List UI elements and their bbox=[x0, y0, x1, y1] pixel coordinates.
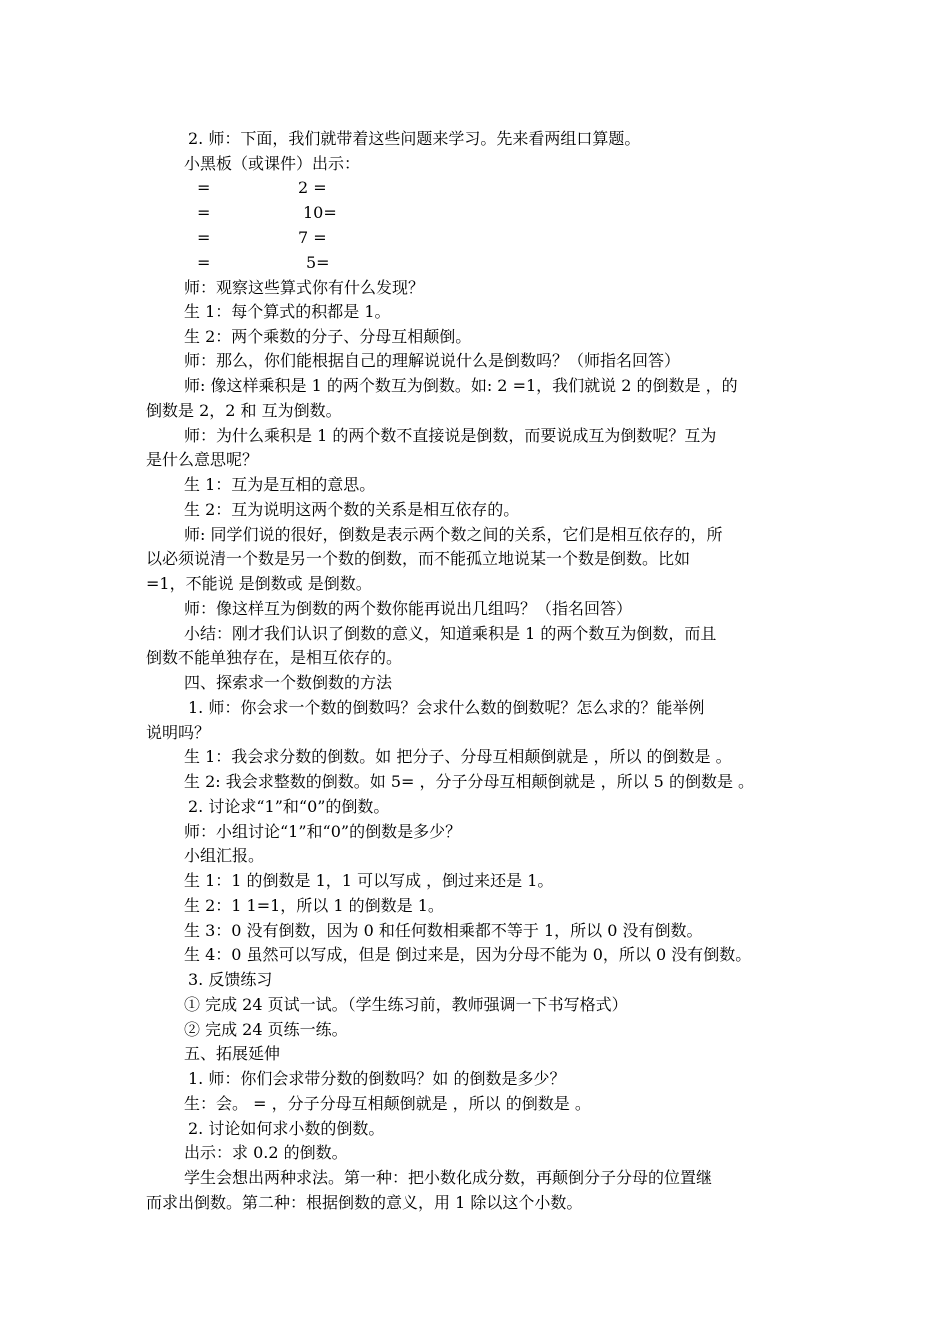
text-line: 而求出倒数。第二种：根据倒数的意义，用 1 除以这个小数。 bbox=[146, 1193, 583, 1212]
text-line: 师: 像这样乘积是 1 的两个数互为倒数。如: 2 =1，我们就说 2 的倒数是 ，的 bbox=[184, 376, 738, 395]
text-line: 师：观察这些算式你有什么发现？ bbox=[184, 278, 425, 297]
text-line: 2. 师：下面，我们就带着这些问题来学习。先来看两组口算题。 bbox=[188, 129, 641, 148]
text-line: 2. 讨论如何求小数的倒数。 bbox=[188, 1119, 385, 1138]
text-line: 师：为什么乘积是 1 的两个数不直接说是倒数，而要说成互为倒数呢？互为 bbox=[184, 426, 717, 445]
text-line: 小结：刚才我们认识了倒数的意义，知道乘积是 1 的两个数互为倒数，而且 bbox=[184, 624, 717, 643]
text-line: 说明吗？ bbox=[146, 723, 211, 742]
equation-right: 7 = bbox=[298, 228, 327, 247]
text-line: 出示：求 0.2 的倒数。 bbox=[184, 1143, 348, 1162]
equation-right: 10= bbox=[303, 203, 337, 222]
text-line: =1，不能说 是倒数或 是倒数。 bbox=[146, 574, 372, 593]
text-line: 生 2：互为说明这两个数的关系是相互依存的。 bbox=[184, 500, 520, 519]
section-heading: 四、探索求一个数倒数的方法 bbox=[184, 673, 393, 692]
text-line: 师：那么，你们能根据自己的理解说说什么是倒数吗？（师指名回答） bbox=[184, 351, 681, 370]
text-line: 倒数不能单独存在，是相互依存的。 bbox=[146, 648, 403, 667]
text-line: ① 完成 24 页试一试。（学生练习前，教师强调一下书写格式） bbox=[184, 995, 628, 1014]
text-line: 小组汇报。 bbox=[184, 846, 265, 865]
equation-right: 2 = bbox=[298, 178, 327, 197]
text-line: 生 3：0 没有倒数，因为 0 和任何数相乘都不等于 1，所以 0 没有倒数。 bbox=[184, 921, 703, 940]
text-line: 小黑板（或课件）出示： bbox=[184, 154, 361, 173]
text-line: ② 完成 24 页练一练。 bbox=[184, 1020, 348, 1039]
text-line: 生 1：1 的倒数是 1，1 可以写成 ，倒过来还是 1。 bbox=[184, 871, 554, 890]
text-line: 生：会。 = ，分子分母互相颠倒就是 ，所以 的倒数是 。 bbox=[184, 1094, 591, 1113]
text-line: 1. 师：你会求一个数的倒数吗？会求什么数的倒数呢？怎么求的？能举例 bbox=[188, 698, 705, 717]
text-line: 师：小组讨论“1”和“0”的倒数是多少？ bbox=[184, 822, 462, 841]
equation-left: = bbox=[197, 203, 211, 222]
text-line: 生 2：1 1=1，所以 1 的倒数是 1。 bbox=[184, 896, 444, 915]
text-line: 师: 同学们说的很好，倒数是表示两个数之间的关系，它们是相互依存的，所 bbox=[184, 525, 723, 544]
equation-right: 5= bbox=[306, 253, 330, 272]
text-line: 以必须说清一个数是另一个数的倒数，而不能孤立地说某一个数是倒数。比如 bbox=[146, 549, 691, 568]
text-line: 生 1：每个算式的积都是 1。 bbox=[184, 302, 391, 321]
equation-left: = bbox=[197, 253, 211, 272]
text-line: 倒数是 2，2 和 互为倒数。 bbox=[146, 401, 342, 420]
text-line: 生 1：互为是互相的意思。 bbox=[184, 475, 376, 494]
text-line: 学生会想出两种求法。第一种：把小数化成分数，再颠倒分子分母的位置继 bbox=[184, 1168, 713, 1187]
text-line: 生 2: 我会求整数的倒数。如 5= ，分子分母互相颠倒就是 ，所以 5 的倒数是 。 bbox=[184, 772, 755, 791]
text-line: 2. 讨论求“1”和“0”的倒数。 bbox=[188, 797, 390, 816]
text-line: 是什么意思呢？ bbox=[146, 450, 259, 469]
equation-left: = bbox=[197, 228, 211, 247]
text-line: 生 1：我会求分数的倒数。如 把分子、分母互相颠倒就是 ，所以 的倒数是 。 bbox=[184, 747, 732, 766]
text-line: 生 4：0 虽然可以写成，但是 倒过来是，因为分母不能为 0，所以 0 没有倒数。 bbox=[184, 945, 752, 964]
equation-left: = bbox=[197, 178, 211, 197]
text-line: 师：像这样互为倒数的两个数你能再说出几组吗？（指名回答） bbox=[184, 599, 633, 618]
section-heading: 五、拓展延伸 bbox=[184, 1044, 281, 1063]
text-line: 1. 师：你们会求带分数的倒数吗？如 的倒数是多少？ bbox=[188, 1069, 566, 1088]
text-line: 生 2：两个乘数的分子、分母互相颠倒。 bbox=[184, 327, 472, 346]
text-line: 3. 反馈练习 bbox=[188, 970, 273, 989]
